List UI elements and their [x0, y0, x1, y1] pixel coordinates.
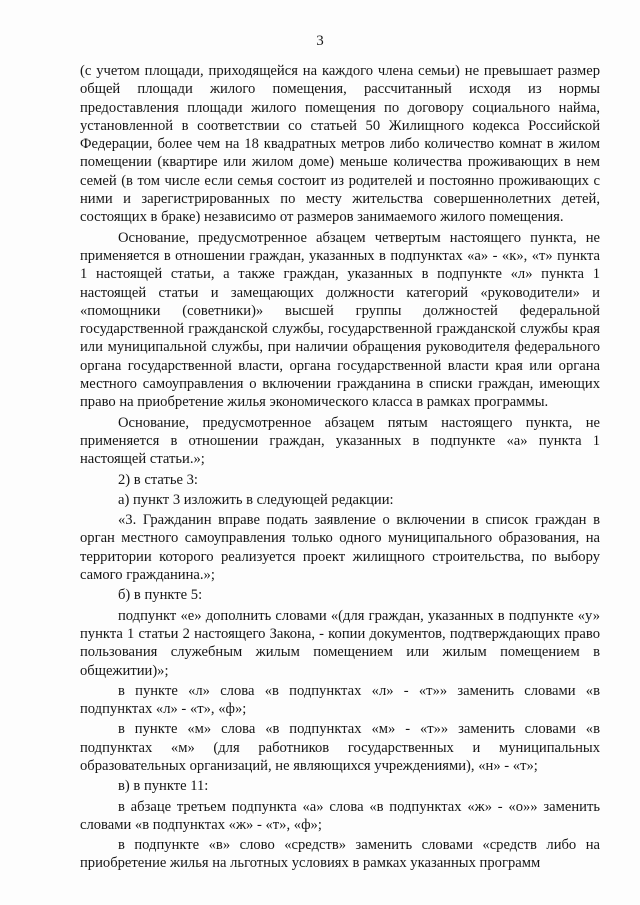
paragraph-article-3: 2) в статье 3:	[118, 471, 198, 488]
paragraph-subitem-e: подпункт «е» дополнить словами «(для граждан, указанных в подпункте «у» пункта 1 статьи 2 настоящего Закона, - копии документов, подтверждающих право пользования служебным жилым помещением или жилым помещением в общежитии)»;	[80, 607, 600, 679]
page-number: 3	[316, 33, 324, 49]
paragraph-item-11-heading: в) в пункте 11:	[118, 778, 209, 795]
paragraph-item-3-heading: а) пункт 3 изложить в следующей редакции:	[118, 491, 394, 508]
paragraph-subitem-v: в подпункте «в» слово «средств» заменить словами «средств либо на приобретение жилья на льготных условиях в рамках указанных программ	[80, 837, 600, 872]
paragraph-subitem-m: в пункте «м» слова «в подпунктах «м» - «т»» заменить словами «в подпунктах «м» (для работников государственных и муниципальных образовательных организаций, не являющихся учреждениями), «н» - «т»;	[80, 721, 600, 774]
paragraph-basis-fourth: Основание, предусмотренное абзацем четвертым настоящего пункта, не применяется в отношении граждан, указанных в подпунктах «а» - «к», «т» пункта 1 настоящей статьи, а также граждан, указанных в подпункте «л» пункта 1 настоящей статьи и замещающих должности категорий «руководители» и «помощники (советники)» высшей группы должностей федеральной государственной гражданской службы, государственной гражданской службы края или муниципальной службы, при наличии обращения руководителя федерального органа государственной власти, органа государственной власти края или органа местного самоуправления о включении гражданина в списки граждан, имеющих право на приобретение жилья экономического класса в рамках программы.	[80, 229, 600, 411]
paragraph-item-5-heading: б) в пункте 5:	[118, 587, 203, 604]
document-body	[80, 62, 600, 875]
paragraph-continuation: (с учетом площади, приходящейся на каждого члена семьи) не превышает размер общей площади жилого помещения, рассчитанный исходя из нормы предоставления площади жилого помещения по договору социального найма, установленной в соответствии со статьей 50 Жилищного кодекса Российской Федерации, более чем на 18 квадратных метров либо количество комнат в жилом помещении (квартире или жилом доме) меньше количества проживающих в нем семей (в том числе если семья состоит из родителей и постоянно проживающих с ними и зарегистрированных по месту жительства совершеннолетних детей, состоящих в браке) независимо от размеров занимаемого жилого помещения.	[80, 63, 600, 226]
paragraph-subitem-a: в абзаце третьем подпункта «а» слова «в подпунктах «ж» - «о»» заменить словами «в подпунктах «ж» - «т», «ф»;	[80, 798, 600, 833]
paragraph-basis-fifth: Основание, предусмотренное абзацем пятым настоящего пункта, не применяется в отношении граждан, указанных в подпункте «а» пункта 1 настоящей статьи.»;	[80, 414, 600, 468]
paragraph-item-3-text: «3. Гражданин вправе подать заявление о включении в список граждан в орган местного самоуправления только одного муниципального образования, на территории которого реализуется проект жилищного строительства, по выбору самого гражданина.»;	[80, 512, 600, 584]
paragraph-subitem-l: в пункте «л» слова «в подпунктах «л» - «т»» заменить словами «в подпунктах «л» - «т», «ф»;	[80, 682, 600, 718]
